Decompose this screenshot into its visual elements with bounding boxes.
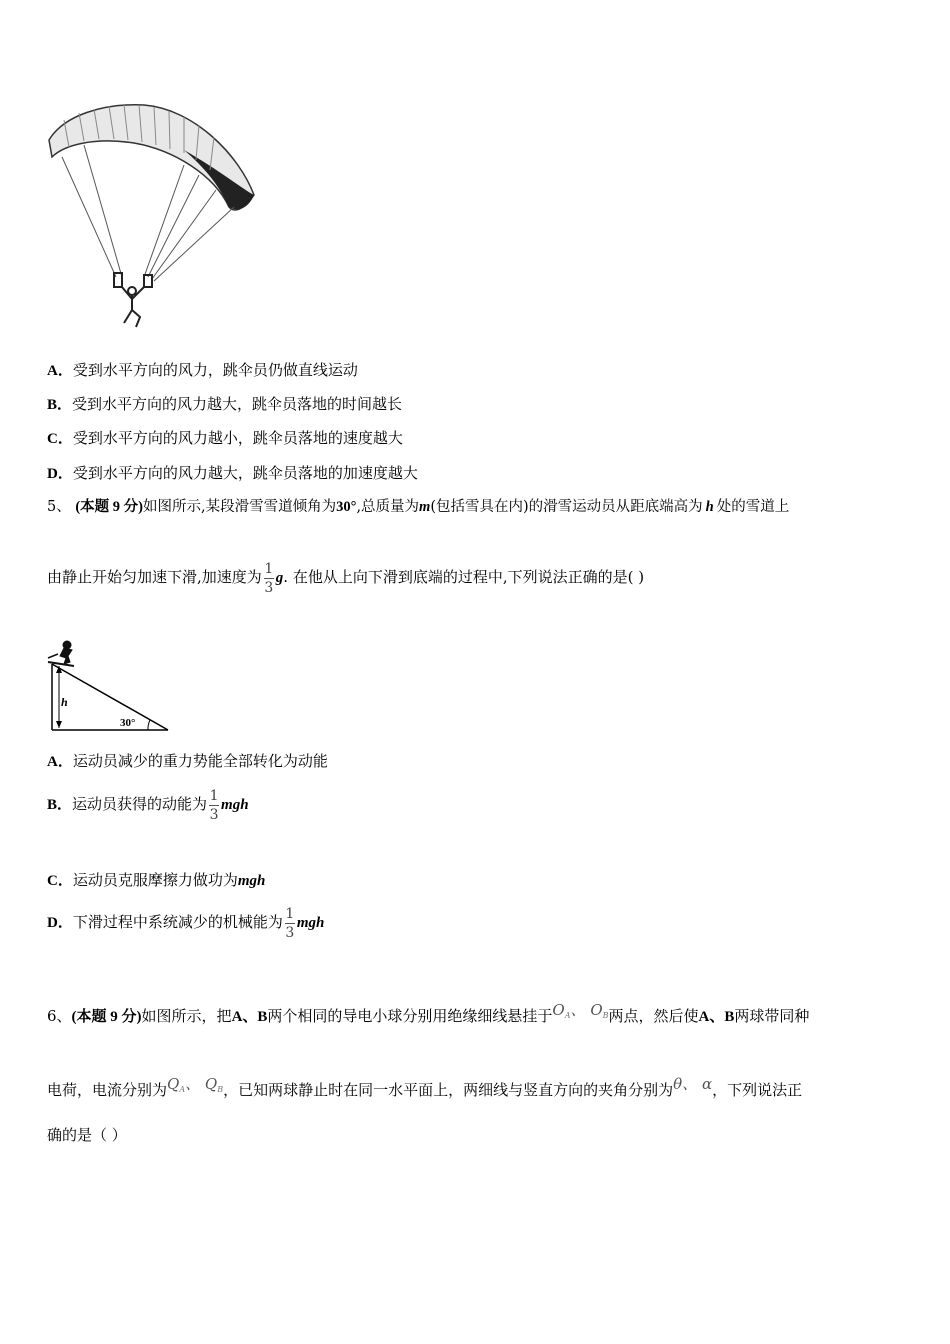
fraction-one-third: $\frac{1}{3}$ xyxy=(209,787,219,823)
q5-option-c: C．运动员克服摩擦力做功为mgh xyxy=(47,871,266,889)
q5-option-b: B．运动员获得的动能为 $\frac{1}{3}$ mgh xyxy=(47,787,249,823)
paraglider-figure xyxy=(44,95,259,330)
q5-stem-line2: 由静止开始匀加速下滑,加速度为 $\frac{1}{3}$ g. 在他从上向下滑到底端的过程中,下列说法正确的是( ) xyxy=(47,560,645,596)
q4-option-d: D．受到水平方向的风力越大，跳伞员落地的加速度越大 xyxy=(47,464,418,482)
q6-stem-line1: 6、(本题 9 分)如图所示，把A、B两个相同的导电小球分别用绝缘细线悬挂于$O_A$、 $O_B$两点，然后使A、B两球带同种 xyxy=(47,1001,810,1025)
fraction-one-third: $\frac{1}{3}$ xyxy=(264,560,274,596)
q6-stem-line2: 电荷，电流分别为$Q_A$、 $Q_B$，已知两球静止时在同一水平面上，两细线与竖直方向的夹角分别为θ、 α，下列说法正 xyxy=(47,1075,803,1099)
q4-option-a: A．受到水平方向的风力，跳伞员仍做直线运动 xyxy=(47,361,358,379)
fraction-one-third: $\frac{1}{3}$ xyxy=(285,905,295,941)
q5-option-a: A．运动员减少的重力势能全部转化为动能 xyxy=(47,752,328,770)
q5-stem-line1: 5、 (本题 9 分)如图所示,某段滑雪雪道倾角为30°,总质量为m(包括雪具在内)的滑雪运动员从距底端高为 h 处的雪道上 xyxy=(47,499,790,515)
q6-stem-line3: 确的是（ ） xyxy=(47,1126,127,1144)
q4-option-c: C．受到水平方向的风力越小，跳伞员落地的速度越大 xyxy=(47,429,403,447)
ski-slope-figure xyxy=(44,636,172,736)
q4-option-b: B．受到水平方向的风力越大，跳伞员落地的时间越长 xyxy=(47,395,403,413)
height-label: h xyxy=(61,695,68,709)
q5-option-d: D．下滑过程中系统减少的机械能为 $\frac{1}{3}$ mgh xyxy=(47,905,325,941)
angle-label: 30° xyxy=(120,717,136,729)
